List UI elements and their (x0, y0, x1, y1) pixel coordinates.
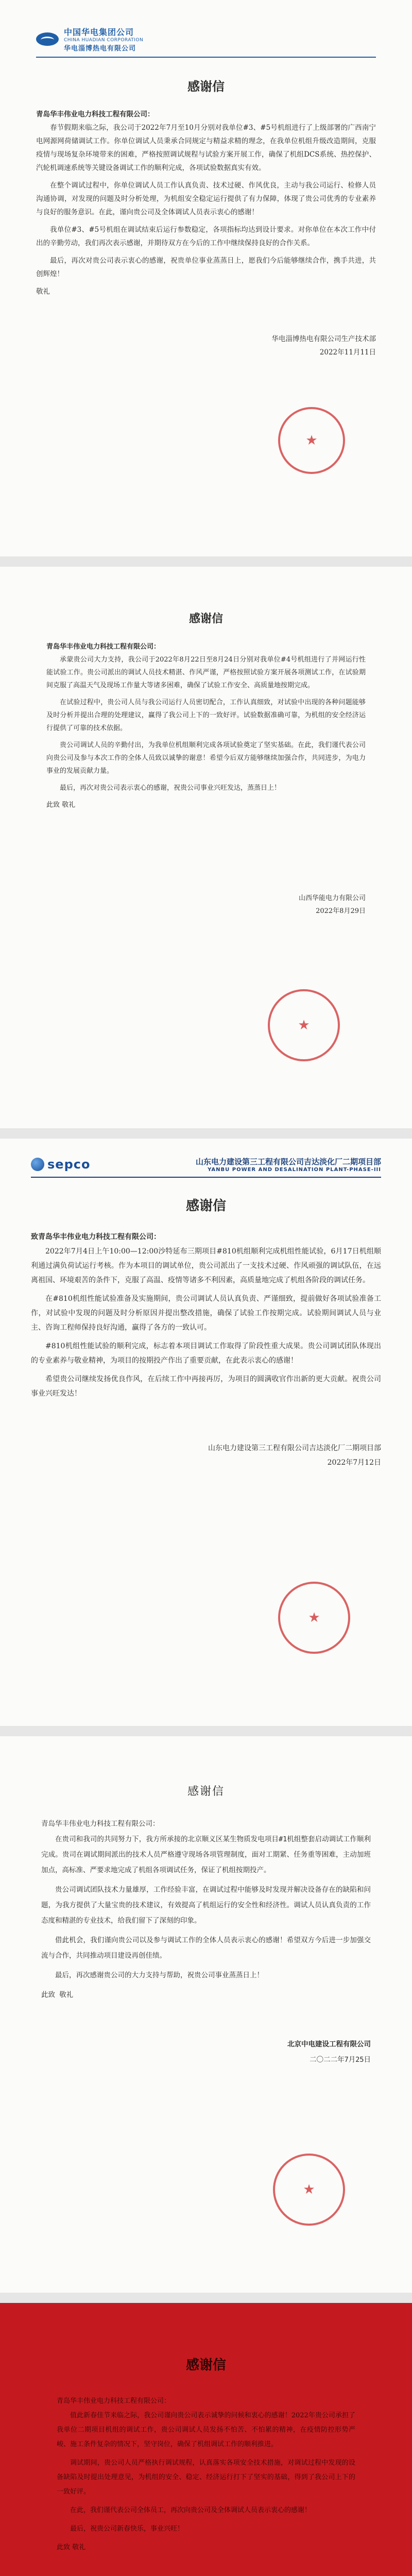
letter-3-body (31, 1230, 381, 1470)
letter-4-closing: 此致 敬礼 (41, 1991, 74, 1999)
thank-you-letter-3 (0, 1139, 412, 1726)
letter-2-paragraph: 最后，再次对贵公司表示衷心的感谢，祝贵公司事业兴旺发达，蒸蒸日上！ (60, 784, 281, 792)
letter-4-official-seal-icon: ★ (273, 2154, 345, 2226)
letter-2-body (46, 640, 366, 918)
letter-5-paragraph: 值此新春佳节来临之际，我公司谨向贵公司表示诚挚的问候和衷心的感谢！2022年贵公司承担了我单位二期项目机组的调试工作，贵公司调试人员发扬不怕苦、不怕累的精神，在疫情防控形势严峻、施工条件复杂的情况下，坚守岗位，确保了机组调试工作的顺利推进。 (57, 2412, 355, 2448)
letter-5-salutation: 青岛华丰伟业电力科技工程有限公司： (57, 2397, 171, 2405)
letter-2-closing: 此致 敬礼 (46, 801, 76, 809)
letter-5-body (57, 2394, 355, 2576)
page-separator (0, 2293, 412, 2303)
letter-1-header-en: CHINA HUADIAN CORPORATION (64, 38, 144, 43)
letter-4-title: 感谢信 (187, 1785, 225, 1798)
thank-you-letter-5 (0, 2303, 412, 2576)
thank-you-letter-1 (0, 0, 412, 556)
letter-5-paragraph: 最后，祝贵公司新春快乐，事业兴旺！ (70, 2525, 184, 2533)
letter-3-paragraph: #810机组性能试验的顺利完成，标志着本项目调试工作取得了阶段性重大成果。贵公司调试团队体现出的专业素养与敬业精神，为项目的按期投产作出了重要贡献，在此表示衷心的感谢！ (31, 1342, 381, 1365)
sepco-logo (31, 1157, 90, 1172)
letter-4-salutation: 青岛华丰伟业电力科技工程有限公司： (41, 1820, 160, 1828)
letter-1-salutation: 青岛华丰伟业电力科技工程有限公司： (36, 110, 154, 118)
letter-3-salutation: 致青岛华丰伟业电力科技工程有限公司： (31, 1233, 161, 1241)
letter-5-paragraph: 调试期间，贵公司人员严格执行调试规程，认真落实各项安全技术措施，对调试过程中发现的设备缺陷及时提出处理意见，为机组的安全、稳定、经济运行打下了坚实的基础，得到了我公司上下的一致好评。 (57, 2459, 355, 2496)
letter-4-paragraph: 贵公司调试团队技术力量雄厚，工作经验丰富，在调试过程中能够及时发现并解决设备存在的缺陷和问题，为我方提供了大量宝贵的技术建议，有效提高了机组运行的安全性和经济性。调试人员认真负责的工作态度和精湛的专业技术，给我们留下了深刻的印象。 (41, 1886, 371, 1925)
letter-2-title: 感谢信 (188, 613, 223, 625)
letter-1-sign-org: 华电淄博热电有限公司生产技术部 (271, 335, 376, 343)
letter-2-sign-org: 山西华能电力有限公司 (298, 894, 366, 902)
letter-1-header-cn: 中国华电集团公司 (64, 27, 134, 37)
letter-1-body (36, 108, 376, 359)
letter-1-paragraph: 最后，再次对贵公司表示衷心的感谢，祝贵单位事业蒸蒸日上，愿我们今后能够继续合作，携手共进，共创辉煌！ (36, 257, 376, 278)
sepco-logo-text: sepco (47, 1157, 91, 1172)
letter-3-paragraph: 希望贵公司继续发扬优良作风，在后续工作中再接再厉，为项目的圆满收官作出新的更大贡献。祝贵公司事业兴旺发达！ (31, 1375, 381, 1398)
letter-1-closing: 敬礼 (36, 287, 50, 296)
letter-1-sign-date: 2022年11月11日 (319, 348, 376, 357)
page-separator (0, 556, 412, 567)
letter-5-paragraph: 在此，我们谨代表公司全体员工，再次向贵公司及全体调试人员表示衷心的感谢！ (70, 2506, 312, 2514)
page-separator (0, 1128, 412, 1139)
letter-3-header-rule (31, 1177, 381, 1178)
letter-3-header-en: YANBU POWER AND DESALINATION PLANT-PHASE-III (208, 1167, 381, 1173)
letter-1-paragraph: 我单位#3、#5号机组在调试结束后运行参数稳定，各项指标均达到设计要求。对你单位在本次工作中付出的辛勤劳动，我们再次表示感谢，并期待双方在今后的工作中继续保持良好的合作关系。 (36, 226, 376, 247)
letter-4-paragraph: 最后，再次感谢贵公司的大力支持与帮助，祝贵公司事业蒸蒸日上！ (55, 1971, 264, 1979)
letter-4-sign-date: 二〇二二年7月25日 (310, 2056, 371, 2064)
letter-3-official-seal-icon: ★ (278, 1582, 350, 1654)
letter-2-sign-date: 2022年8月29日 (316, 907, 366, 915)
letter-3-sign-date: 2022年7月12日 (327, 1459, 381, 1467)
letter-3-header-cn: 山东电力建设第三工程有限公司吉达淡化厂二期项目部 (195, 1157, 381, 1166)
letter-1-header-sub: 华电淄博热电有限公司 (64, 45, 136, 53)
thank-you-letter-4 (0, 1736, 412, 2293)
letter-4-paragraph: 借此机会，我们谨向贵公司以及参与调试工作的全体人员表示衷心的感谢！希望双方今后进一步加强交流与合作，共同推动项目建设再创佳绩。 (41, 1936, 371, 1960)
letter-3-header (31, 1156, 381, 1173)
letter-4-paragraph: 在贵司和我司的共同努力下，我方所承接的北京顺义区某生物质发电项目#1机组整套启动调试工作顺利完成。贵司在调试期间派出的技术人员严格遵守现场各项管理制度，面对工期紧、任务重等困难，主动加班加点，高标准、严要求地完成了机组各项调试任务，保证了机组按期投产。 (41, 1835, 371, 1874)
huadian-logo-icon (36, 32, 59, 46)
letter-1-paragraph: 春节假期来临之际，我公司于2022年7月至10月分别对我单位#3、#5号机组进行了上级部署的广西南宁电网源网荷储调试工作。你单位调试人员秉承合同规定与精益求精的理念，在我单位机组升级改造期间，克服疫情与现场复杂环境带来的困难，严格按照调试规程与试验方案开展工作，确保了机组DCS系统、热控保护、汽轮机调速系统等关键设备调试工作的顺利完成，各项试验数据真实有效。 (36, 124, 376, 172)
letter-1-title: 感谢信 (187, 79, 225, 94)
sepco-globe-icon (31, 1158, 44, 1171)
page-separator (0, 1726, 412, 1736)
letter-2-paragraph: 贵公司调试人员的辛勤付出，为我单位机组顺利完成各项试验奠定了坚实基础。在此，我们谨代表公司向贵公司及参与本次工作的全体人员致以诚挚的谢意！希望今后双方能够继续加强合作，共同进步，为电力事业的发展贡献力量。 (46, 741, 366, 775)
letter-3-paragraph: 在#810机组性能试验准备及实施期间，贵公司调试人员认真负责、严谨细致，提前做好各项试验准备工作，对试验中发现的问题及时分析原因并提出整改措施，确保了试验工作按期完成。试验期间调试人员与业主、咨询工程师保持良好沟通，赢得了各方的一致认可。 (31, 1295, 381, 1332)
letter-3-paragraph: 2022年7月4日上午10:00—12:00沙特延布三期项目#810机组顺利完成机组性能试验，6月17日机组顺利通过满负荷试运行考核。作为本项目的调试单位，贵公司派出了一支技术过硬、作风顽强的调试队伍，在远离祖国、环境艰苦的条件下，克服了高温、疫情等诸多不利因素，高质量地完成了机组各阶段的调试任务。 (31, 1247, 381, 1284)
letter-2-salutation: 青岛华丰伟业电力科技工程有限公司： (46, 643, 161, 651)
letter-2-paragraph: 承蒙贵公司大力支持，我公司于2022年8月22日至8月24日分别对我单位#4号机组进行了并网运行性能试验工作。贵公司派出的调试人员技术精湛、作风严谨，严格按照试验方案开展各项测试工作，在试验期间克服了高温天气及现场工作量大等诸多困难，确保了试验工作安全、高质量地按期完成。 (46, 656, 366, 689)
letter-4-body (41, 1816, 371, 2067)
letter-5-closing: 此致 敬礼 (57, 2544, 86, 2551)
letter-1-paragraph: 在整个调试过程中，你单位调试人员工作认真负责、技术过硬、作风优良，主动与我公司运行、检修人员沟通协调，对发现的问题及时分析处理，为机组安全稳定运行提供了有力保障，体现了贵公司优秀的专业素养与良好的服务意识。在此，谨向贵公司及全体调试人员表示衷心的感谢！ (36, 181, 376, 216)
letter-1-header (36, 26, 376, 53)
letter-1-official-seal-icon: ★ (278, 407, 345, 474)
letter-4-sign-org: 北京中电建设工程有限公司 (287, 2040, 371, 2048)
thank-you-letter-2 (0, 567, 412, 1128)
letter-3-sign-org: 山东电力建设第三工程有限公司吉达淡化厂二期项目部 (208, 1444, 381, 1452)
letter-3-title: 感谢信 (185, 1198, 226, 1214)
letter-2-paragraph: 在试验过程中，贵公司人员与我公司运行人员密切配合，工作认真细致，对试验中出现的各种问题能够及时分析并提出合理的处理建议，赢得了我公司上下的一致好评。试验数据准确可靠，为机组的安全经济运行提供了可靠的技术依据。 (46, 699, 366, 732)
letter-2-official-seal-icon: ★ (268, 989, 340, 1061)
letter-1-header-rule (36, 57, 376, 58)
letter-5-title: 感谢信 (185, 2358, 226, 2373)
